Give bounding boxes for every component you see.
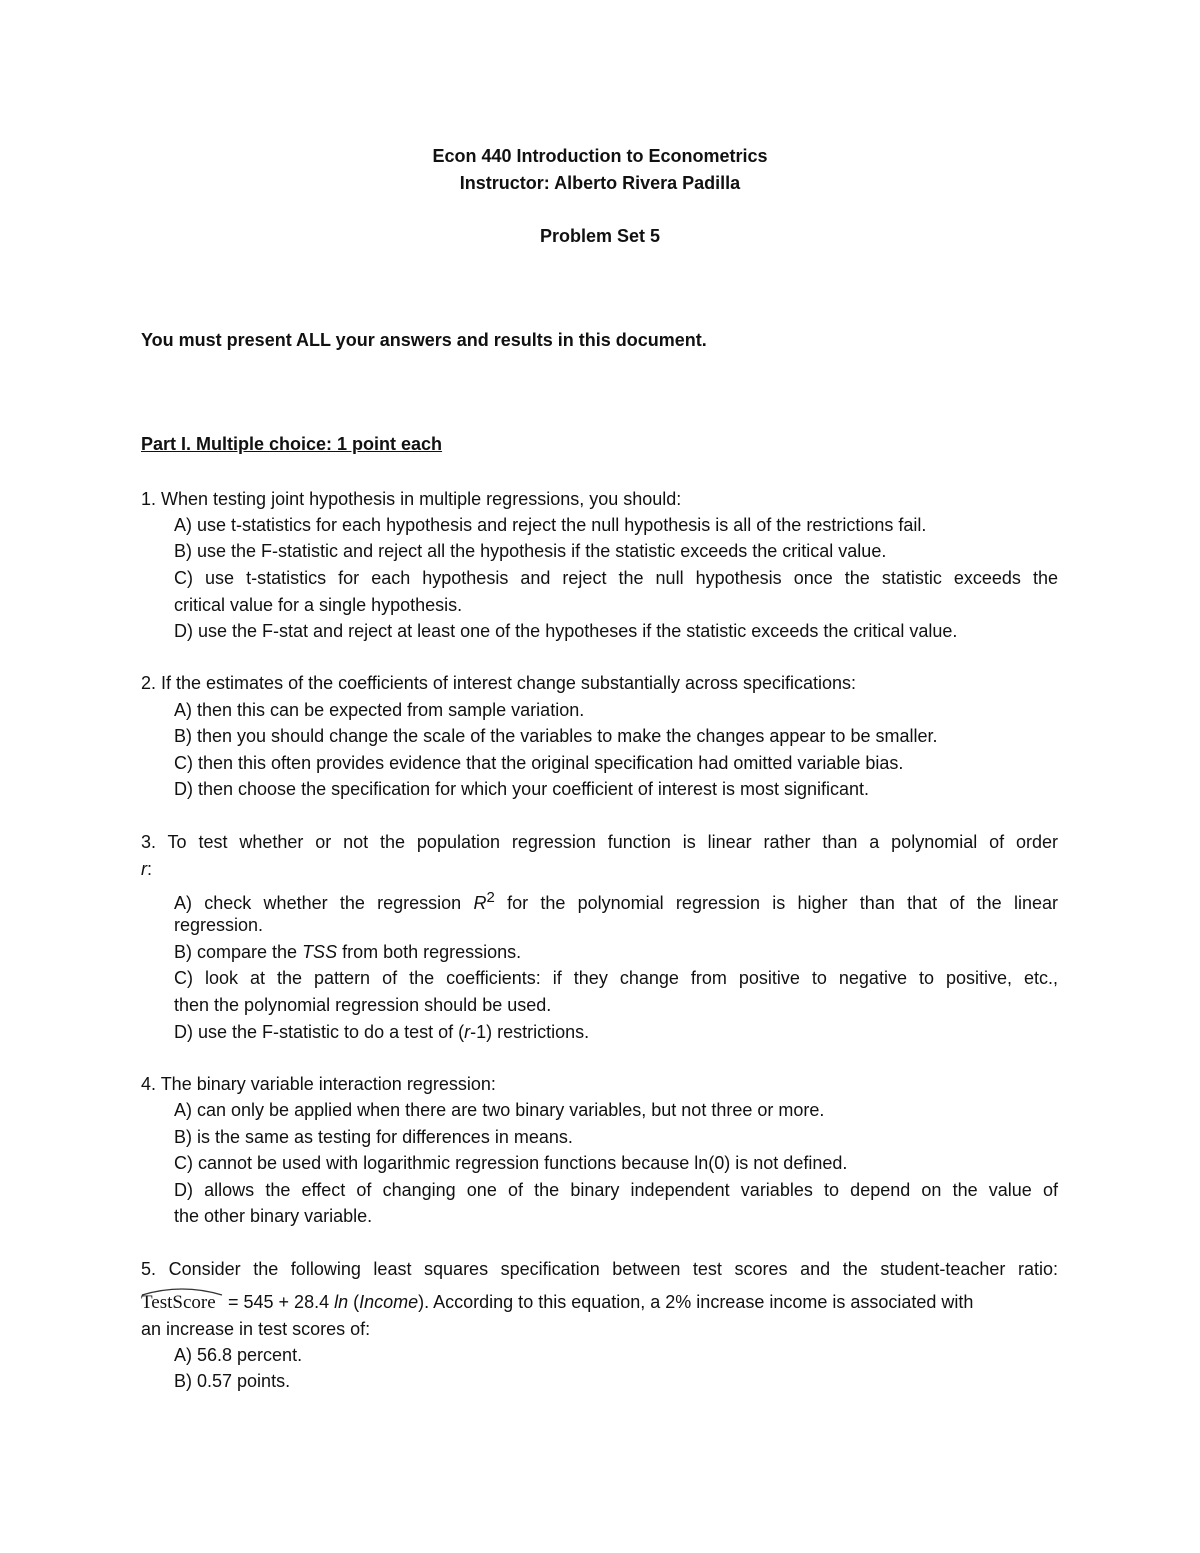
question-2-stem: 2. If the estimates of the coefficients of interest change substantially across specifications:	[141, 673, 857, 693]
question-5-stem-line3: an increase in test scores of:	[141, 1319, 371, 1339]
option-text: -1) restrictions.	[470, 1022, 590, 1042]
question-5-stem-line1: 5. Consider the following least squares specification between test scores and the student-teacher ratio:	[141, 1259, 1058, 1279]
question-1-option-b: B) use the F-statistic and reject all the hypothesis if the statistic exceeds the critical value.	[174, 541, 887, 561]
question-5-option-b: B) 0.57 points.	[174, 1371, 291, 1391]
colon: :	[147, 859, 153, 879]
option-text: B) compare the	[174, 942, 303, 962]
superscript-2: 2	[486, 889, 495, 906]
course-title: Econ 440 Introduction to Econometrics	[432, 146, 768, 166]
question-3-option-c-line2: then the polynomial regression should be used.	[174, 995, 552, 1015]
question-1-option-a: A) use t-statistics for each hypothesis and reject the null hypothesis is all of the restrictions fail.	[174, 515, 927, 535]
equation-text: = 545 + 28.4	[223, 1292, 335, 1312]
option-text: D) use the F-statistic to do a test of (	[174, 1022, 465, 1042]
r-variable: r	[464, 1022, 471, 1042]
equation-text: (	[348, 1292, 360, 1312]
question-3-option-a-line2: regression.	[174, 915, 264, 935]
question-3-stem-line1: 3. To test whether or not the population regression function is linear rather than a polynomial of order	[141, 832, 1058, 852]
question-2-option-a: A) then this can be expected from sample variation.	[174, 700, 585, 720]
question-3-option-b	[174, 941, 521, 963]
question-2-option-b: B) then you should change the scale of the variables to make the changes appear to be smaller.	[174, 726, 938, 746]
question-3-option-a-line1	[174, 887, 1058, 914]
question-4-option-b: B) is the same as testing for differences in means.	[174, 1127, 573, 1147]
question-4-option-d-line2: the other binary variable.	[174, 1206, 373, 1226]
option-text: for the polynomial regression is higher than that of the linear	[494, 893, 1058, 913]
instructions-notice: You must present ALL your answers and results in this document.	[141, 330, 707, 350]
question-1-option-c-line1: C) use t-statistics for each hypothesis and reject the null hypothesis once the statistic exceeds the	[174, 568, 1058, 588]
problem-set-title: Problem Set 5	[539, 226, 661, 246]
tss-variable: TSS	[302, 942, 338, 962]
question-4-option-c: C) cannot be used with logarithmic regression functions because ln(0) is not defined.	[174, 1153, 848, 1173]
question-5-option-a: A) 56.8 percent.	[174, 1345, 303, 1365]
question-3-option-c-line1: C) look at the pattern of the coefficients: if they change from positive to negative to positive, etc.,	[174, 968, 1058, 988]
question-4-option-d-line1: D) allows the effect of changing one of the binary independent variables to depend on the value of	[174, 1180, 1058, 1200]
option-text: from both regressions.	[337, 942, 522, 962]
question-2-option-d: D) then choose the specification for which your coefficient of interest is most significant.	[174, 779, 870, 799]
r-squared-variable: R	[473, 893, 487, 913]
question-1-option-d: D) use the F-stat and reject at least one of the hypotheses if the statistic exceeds the critical value.	[174, 621, 958, 641]
ln-function: ln	[334, 1292, 349, 1312]
question-1-stem: 1. When testing joint hypothesis in multiple regressions, you should:	[141, 489, 682, 509]
question-2-option-c: C) then this often provides evidence that the original specification had omitted variable bias.	[174, 753, 904, 773]
order-variable: r	[141, 859, 147, 879]
question-3-stem-line2	[141, 858, 152, 880]
instructor-name: Instructor: Alberto Rivera Padilla	[459, 173, 741, 193]
testscore-hat: TestScore	[141, 1292, 216, 1313]
question-4-option-a: A) can only be applied when there are two binary variables, but not three or more.	[174, 1100, 825, 1120]
equation-text: ). According to this equation, a 2% increase income is associated with	[418, 1292, 974, 1312]
question-4-stem: 4. The binary variable interaction regression:	[141, 1074, 496, 1094]
question-5-equation-line	[141, 1291, 973, 1314]
option-text: A) check whether the regression	[174, 893, 474, 913]
part-heading: Part I. Multiple choice: 1 point each	[141, 434, 443, 454]
question-3-option-d	[174, 1021, 589, 1043]
income-variable: Income	[359, 1292, 419, 1312]
question-1-option-c-line2: critical value for a single hypothesis.	[174, 595, 463, 615]
